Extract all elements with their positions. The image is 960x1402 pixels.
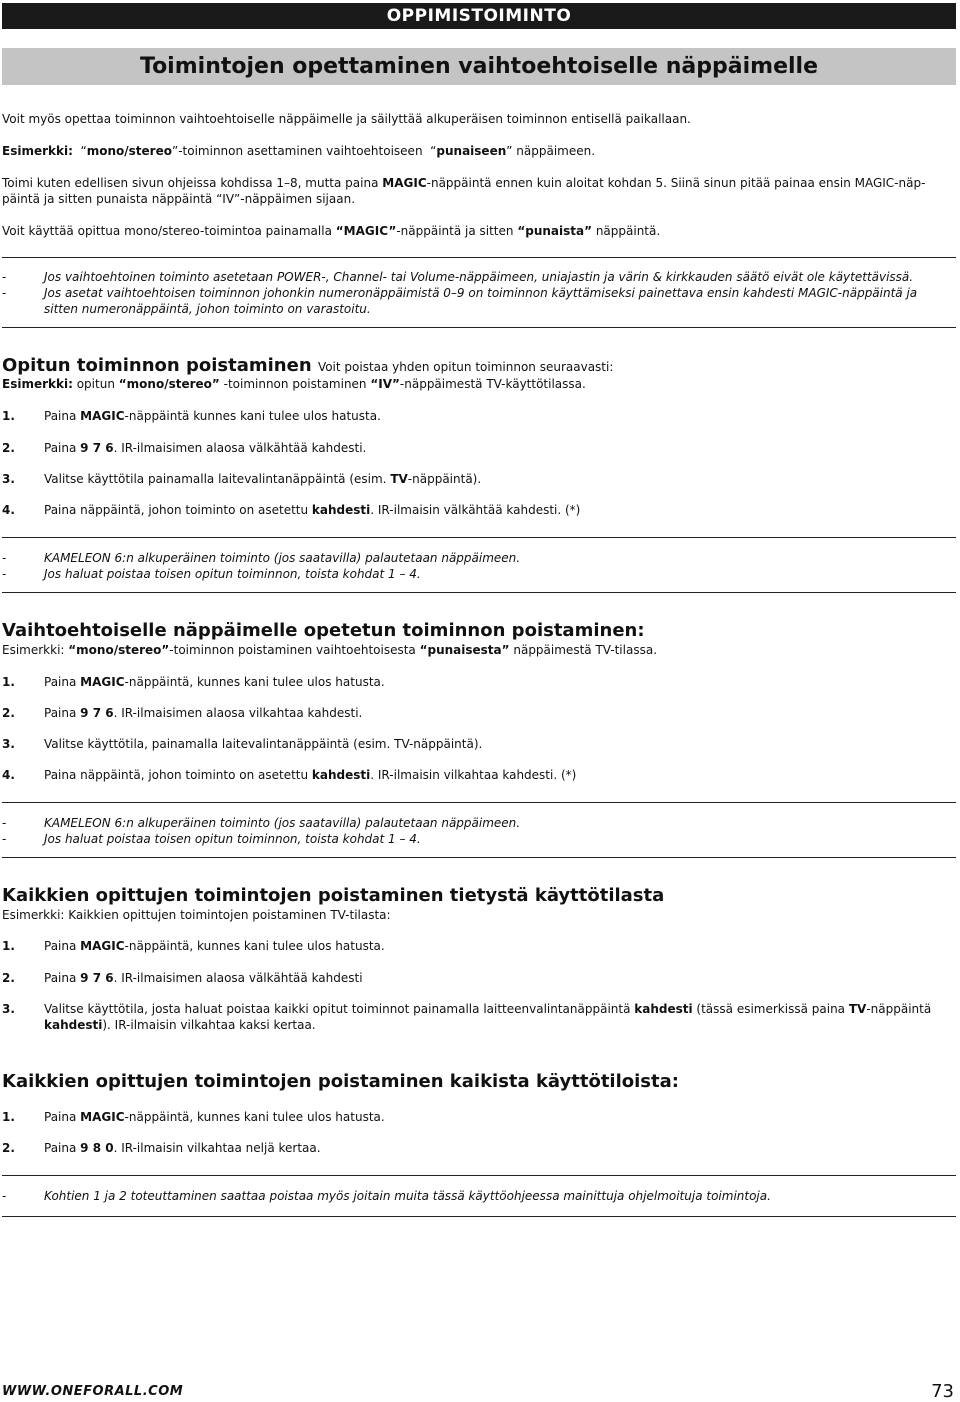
divider	[2, 327, 956, 328]
section-heading: Kaikkien opittujen toimintojen poistaminen kaikista käyttötiloista:	[2, 1071, 679, 1092]
section-example: Esimerkki: Kaikkien opittujen toimintojen poistaminen TV-tilasta:	[2, 908, 391, 922]
step-text: Paina näppäintä, johon toiminto on asetettu kahdesti. IR-ilmaisin vilkahtaa kahdesti. (*)	[44, 768, 577, 782]
step-text: Valitse käyttötila painamalla laitevalintanäppäintä (esim. TV-näppäintä).	[44, 472, 482, 486]
page-title: Toimintojen opettaminen vaihtoehtoiselle näppäimelle	[139, 54, 818, 79]
section-example: Esimerkki: “mono/stereo”-toiminnon poistaminen vaihtoehtoisesta “punaisesta” näppäimestä TV-tilassa.	[2, 643, 658, 657]
step-number: 3.	[2, 737, 15, 751]
step-number: 2.	[2, 706, 15, 720]
divider	[2, 1175, 956, 1176]
intro-paragraph-3: Toimi kuten edellisen sivun ohjeissa kohdissa 1–8, mutta paina MAGIC-näppäintä ennen kuin aloitat kohdan 5. Siinä sinun pitää painaa ensin MAGIC-näp-	[2, 176, 926, 190]
divider	[2, 1216, 956, 1217]
intro-paragraph-1: Voit myös opettaa toiminnon vaihtoehtoiselle näppäimelle ja säilyttää alkuperäisen toiminnon entisellä paikallaan.	[2, 112, 691, 126]
step-number: 3.	[2, 1002, 15, 1016]
step-number: 4.	[2, 768, 15, 782]
step-text: Valitse käyttötila, josta haluat poistaa kaikki opitut toiminnot painamalla laitteenvalintanäppäintä kahdesti (tässä esimerkissä paina TV-näppäintä	[44, 1002, 932, 1016]
step-number: 1.	[2, 675, 15, 689]
page-title-bar	[2, 48, 956, 85]
step-text: Paina 9 7 6. IR-ilmaisimen alaosa välkähtää kahdesti	[44, 971, 363, 985]
page-number: 73	[931, 1381, 954, 1402]
divider	[2, 257, 956, 258]
step-text: Paina näppäintä, johon toiminto on asetettu kahdesti. IR-ilmaisin välkähtää kahdesti. (*)	[44, 503, 581, 517]
section-header-bar	[2, 3, 956, 29]
divider	[2, 857, 956, 858]
step-number: 2.	[2, 971, 15, 985]
intro-paragraph-3-line2: päintä ja sitten punaista näppäintä “IV”-näppäimen sijaan.	[2, 192, 356, 206]
step-text: Paina MAGIC-näppäintä, kunnes kani tulee ulos hatusta.	[44, 939, 385, 953]
section-heading: Opitun toiminnon poistaminen Voit poistaa yhden opitun toiminnon seuraavasti:	[2, 355, 614, 376]
website-url[interactable]: WWW.ONEFORALL.COM	[2, 1384, 184, 1399]
step-text: Valitse käyttötila, painamalla laitevalintanäppäintä (esim. TV-näppäintä).	[44, 737, 483, 751]
section-heading: Vaihtoehtoiselle näppäimelle opetetun toiminnon poistaminen:	[2, 620, 645, 641]
step-text: Paina 9 8 0. IR-ilmaisin vilkahtaa neljä kertaa.	[44, 1141, 321, 1155]
step-text: Paina MAGIC-näppäintä, kunnes kani tulee ulos hatusta.	[44, 1110, 385, 1124]
step-number: 1.	[2, 409, 15, 423]
section-label: OPPIMISTOIMINTO	[386, 6, 572, 26]
step-text-continued: kahdesti). IR-ilmaisin vilkahtaa kaksi kertaa.	[44, 1018, 316, 1032]
step-number: 1.	[2, 1110, 15, 1124]
step-text: Paina MAGIC-näppäintä kunnes kani tulee ulos hatusta.	[44, 409, 381, 423]
divider	[2, 592, 956, 593]
section-example: Esimerkki: opitun “mono/stereo” -toiminnon poistaminen “IV”-näppäimestä TV-käyttötilassa.	[2, 377, 586, 391]
intro-paragraph-4: Voit käyttää opittua mono/stereo-toimintoa painamalla “MAGIC”-näppäintä ja sitten “punaista” näppäintä.	[2, 224, 661, 238]
intro-example: Esimerkki: “mono/stereo”-toiminnon asettaminen vaihtoehtoiseen “punaiseen” näppäimeen.	[2, 144, 596, 158]
divider	[2, 537, 956, 538]
step-number: 4.	[2, 503, 15, 517]
divider	[2, 802, 956, 803]
step-number: 1.	[2, 939, 15, 953]
step-text: Paina MAGIC-näppäintä, kunnes kani tulee ulos hatusta.	[44, 675, 385, 689]
step-number: 3.	[2, 472, 15, 486]
step-number: 2.	[2, 1141, 15, 1155]
step-text: Paina 9 7 6. IR-ilmaisimen alaosa välkähtää kahdesti.	[44, 441, 367, 455]
step-text: Paina 9 7 6. IR-ilmaisimen alaosa vilkahtaa kahdesti.	[44, 706, 363, 720]
step-number: 2.	[2, 441, 15, 455]
section-heading: Kaikkien opittujen toimintojen poistaminen tietystä käyttötilasta	[2, 885, 665, 906]
